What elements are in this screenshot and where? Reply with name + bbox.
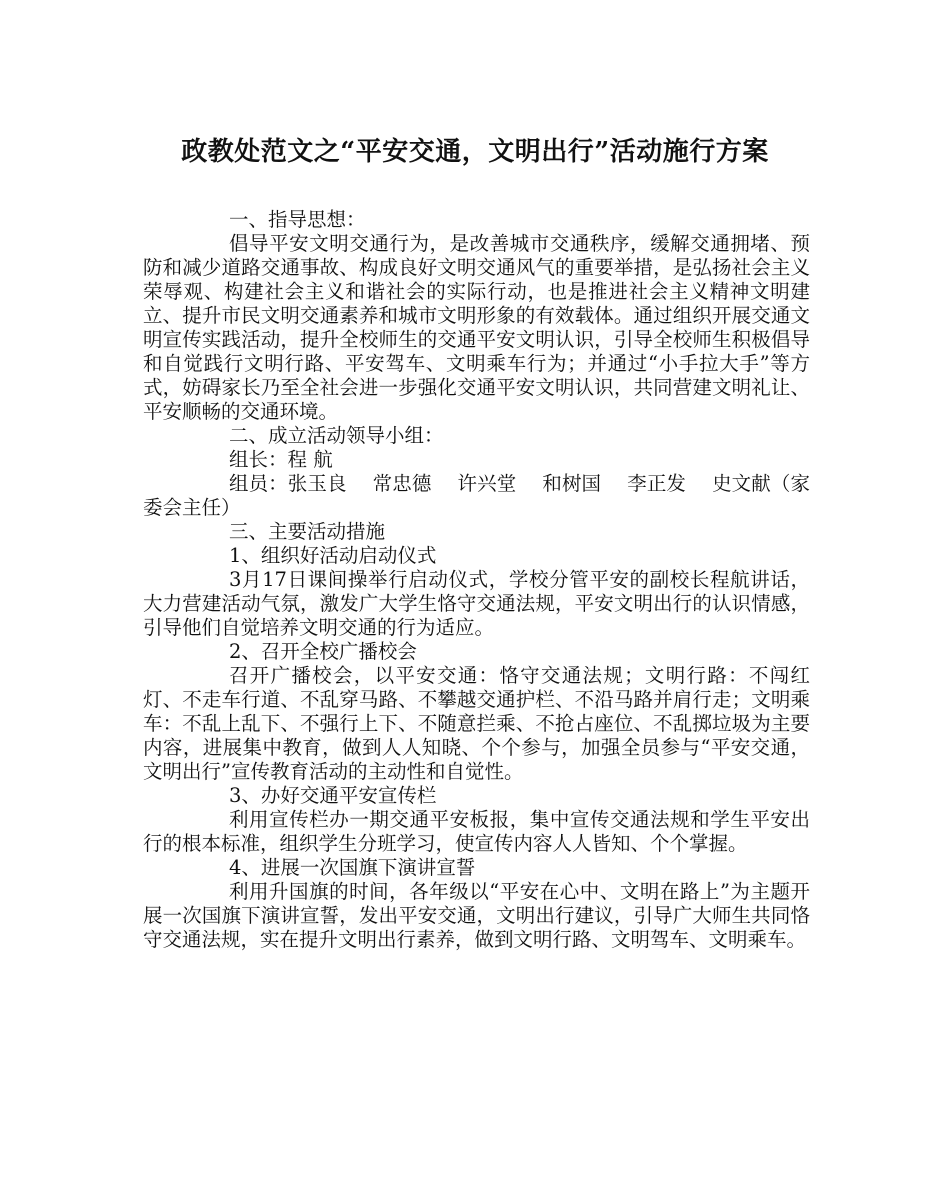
- members-line: [143, 472, 810, 520]
- section1-paragraph: 倡导平安文明交通行为，是改善城市交通秩序，缓解交通拥堵、预防和减少道路交通事故、构成良好文明交通风气的重要举措，是弘扬社会主义荣辱观、构建社会主义和谐社会的实际行动，也是推进社会主义精神文明建立、提升市民文明交通素养和城市文明形象的有效载体。通过组织开展交通文明宣传实践活动，提升全校师生的交通平安文明认识，引导全校师生积极倡导和自觉践行文明行路、平安驾车、文明乘车行为；并通过“小手拉大手”等方式，妨碍家长乃至全社会进一步强化交通平安文明认识，共同营建文明礼让、平安顺畅的交通环境。: [143, 232, 810, 423]
- measure-paragraph: 利用升国旗的时间，各年级以“平安在心中、文明在路上”为主题开展一次国旗下演讲宣誓，发出平安交通，文明出行建议，引导广大师生共同恪守交通法规，实在提升文明出行素养，做到文明行路、文明驾车、文明乘车。: [143, 880, 810, 951]
- member-name: 常忠德: [372, 472, 432, 495]
- measure-heading: 1、组织好活动启动仪式: [229, 544, 437, 567]
- measure-paragraph: 3月17日课间操举行启动仪式，学校分管平安的副校长程航讲话，大力营建活动气氛，激发广大学生恪守交通法规，平安文明出行的认识情感，引导他们自觉培养文明交通的行为适应。: [143, 568, 810, 639]
- measure-paragraph: 召开广播校会，以平安交通：恪守交通法规；文明行路：不闯红灯、不走车行道、不乱穿马路、不攀越交通护栏、不沿马路并肩行走；文明乘车：不乱上乱下、不强行上下、不随意拦乘、不抢占座位、不乱掷垃圾为主要内容，进展集中教育，做到人人知晓、个个参与，加强全员参与“平安交通，文明出行”宣传教育活动的主动性和自觉性。: [143, 664, 810, 783]
- document-body: [143, 208, 810, 952]
- members-label: 组员：: [229, 472, 288, 495]
- member-name: 史文献（家委会主任）: [143, 472, 810, 519]
- leader-line: 组长：程 航: [229, 448, 333, 471]
- document-title: 政教处范文之“平安交通，文明出行”活动施行方案: [181, 137, 769, 167]
- member-name: 张玉良: [287, 472, 347, 495]
- section3-heading: 三、主要活动措施: [229, 520, 386, 543]
- section1-heading: 一、指导思想：: [229, 208, 366, 231]
- section2-heading: 二、成立活动领导小组：: [229, 424, 444, 447]
- measure-heading: 4、进展一次国旗下演讲宣誓: [229, 856, 476, 879]
- member-name: 李正发: [627, 472, 686, 495]
- measure-heading: 3、办好交通平安宣传栏: [229, 784, 437, 807]
- measure-paragraph: 利用宣传栏办一期交通平安板报，集中宣传交通法规和学生平安出行的根本标准，组织学生分班学习，使宣传内容人人皆知、个个掌握。: [143, 808, 810, 855]
- measure-heading: 2、召开全校广播校会: [229, 640, 417, 663]
- member-name: 和树国: [542, 472, 602, 495]
- member-name: 许兴堂: [457, 472, 517, 495]
